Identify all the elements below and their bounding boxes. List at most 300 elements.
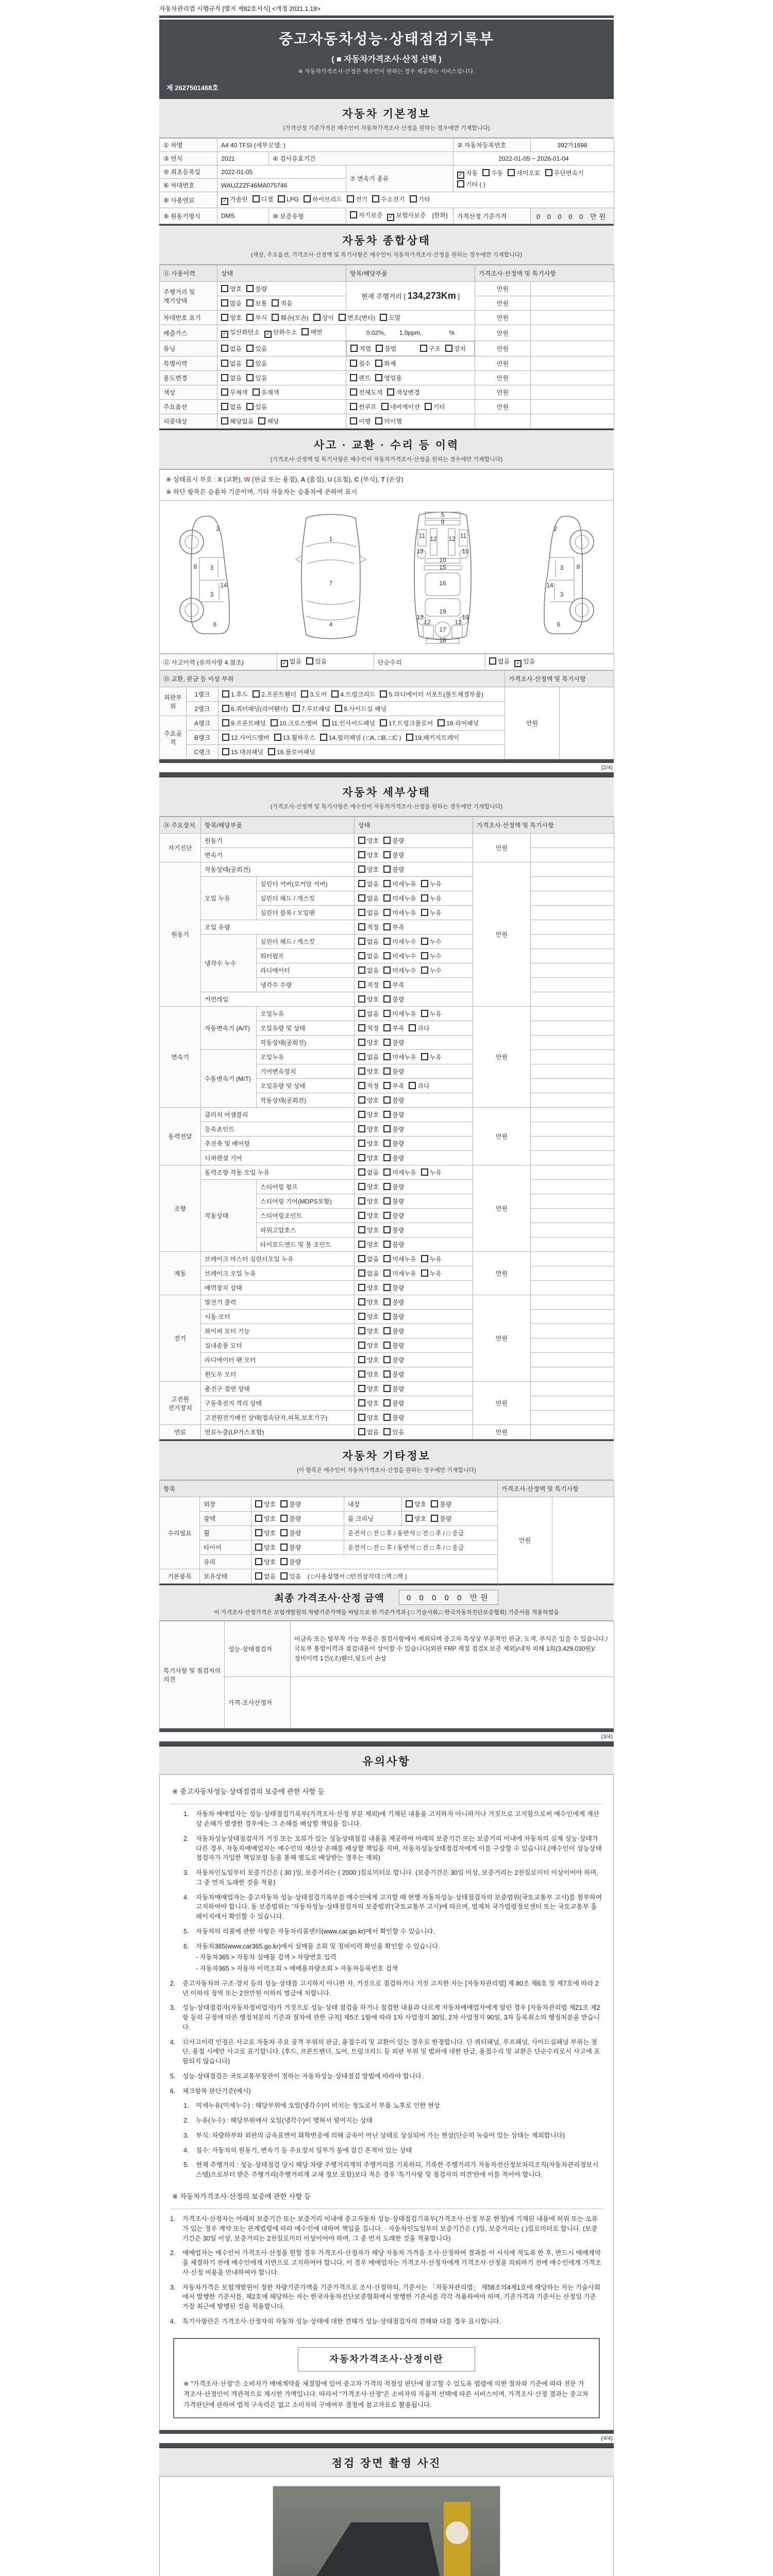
- checkbox-box: [383, 1284, 391, 1291]
- checkbox-화재[interactable]: 화재: [375, 359, 396, 368]
- checkbox-양호[interactable]: 양호: [358, 1370, 379, 1379]
- diagram-number-11: 11: [418, 532, 425, 539]
- checkbox-누유[interactable]: 누유: [421, 1269, 442, 1278]
- item-label: 타이로드엔드 및 볼 조인트: [257, 1238, 355, 1252]
- checkbox-불량[interactable]: 불량: [383, 1399, 404, 1408]
- checkbox-부족[interactable]: 부족: [383, 1081, 404, 1090]
- checkbox-box: [387, 388, 394, 396]
- room-cleaning-label: 룸 크리닝: [344, 1512, 402, 1526]
- notes-cell: [531, 311, 614, 325]
- item-label: 실린더 커버(로커암 커버): [257, 877, 355, 891]
- checkbox-디젤[interactable]: 디젤: [253, 195, 273, 204]
- col-price-notes: 가격조사·산정액 및 특기사항: [473, 817, 614, 834]
- car-side-right-view: [508, 510, 601, 644]
- legend-prefix: ※ 상태표시 부호 :: [166, 476, 218, 483]
- checkbox-불량[interactable]: 불량: [383, 1384, 404, 1393]
- checkbox-13.휠하우스[interactable]: 13.휠하우스: [274, 733, 315, 742]
- checkbox-불량[interactable]: 불량: [383, 1096, 404, 1105]
- checkbox-없음[interactable]: 없음: [358, 937, 379, 946]
- accident-history-options: [277, 654, 374, 670]
- diagram-number-3: 3: [560, 591, 563, 598]
- checkbox-누유[interactable]: 누유: [421, 1255, 442, 1263]
- glass-label: 유리: [200, 1555, 251, 1569]
- checkbox-box: [358, 1385, 365, 1392]
- checkbox-미세누유[interactable]: 미세누유: [383, 894, 416, 903]
- checkbox-불량[interactable]: 불량: [383, 1341, 404, 1350]
- checkbox-양호[interactable]: 양호: [255, 1529, 276, 1537]
- checkbox-없음[interactable]: 없음: [358, 1009, 379, 1018]
- checkbox-box: [358, 1067, 365, 1075]
- checkbox-불량[interactable]: 불량: [246, 284, 267, 293]
- checkbox-있음[interactable]: 있음: [246, 359, 267, 368]
- checkbox-미세누수[interactable]: 미세누수: [383, 966, 416, 975]
- checkbox-양호[interactable]: 양호: [358, 836, 379, 845]
- checkbox-불량[interactable]: 불량: [383, 1327, 404, 1335]
- checkbox-미세누수[interactable]: 미세누수: [383, 952, 416, 960]
- checkbox-탄화수소[interactable]: ✓ 탄화수소: [264, 328, 297, 338]
- inspection-photos: [159, 2477, 614, 2576]
- checkbox-box: [358, 1327, 365, 1334]
- checkbox-양호[interactable]: 양호: [358, 865, 379, 874]
- checkbox-10.크로스멤버[interactable]: 10.크로스멤버: [271, 719, 318, 727]
- checkbox-불량[interactable]: 불량: [383, 995, 404, 1004]
- checkbox-부식[interactable]: 부식: [246, 313, 267, 322]
- state-options: [355, 1238, 473, 1252]
- state-options: [355, 1122, 473, 1137]
- odometer-value: 134,273Km: [407, 291, 456, 301]
- checkbox-box: [274, 734, 281, 741]
- notice-item-subline: - 자동차365 > 자동차 실매물 검색 > 차량번호 입력: [196, 1954, 337, 1961]
- checkbox-적정[interactable]: 적정: [358, 1024, 379, 1032]
- checkbox-유채색[interactable]: 유채색: [253, 388, 279, 397]
- checkbox-box: [406, 1515, 413, 1522]
- checkbox-적정[interactable]: 적정: [358, 1081, 379, 1090]
- checkbox-양호[interactable]: 양호: [358, 1413, 379, 1422]
- checkbox-없음[interactable]: 없음: [358, 908, 379, 917]
- car-side-left-view: [173, 510, 265, 644]
- checkbox-양호[interactable]: 양호: [358, 1226, 379, 1234]
- checkbox-수소전기[interactable]: 수소전기: [372, 195, 405, 204]
- checkbox-없음[interactable]: 없음: [358, 966, 379, 975]
- checkbox-썬루프[interactable]: 썬루프: [350, 402, 377, 411]
- checkbox-불량[interactable]: 불량: [280, 1557, 301, 1566]
- notice-item: [183, 2131, 603, 2141]
- checkbox-양호[interactable]: 양호: [358, 1067, 379, 1076]
- checkbox-17.트렁크플로어[interactable]: 17.트렁크플로어: [380, 719, 433, 727]
- checkbox-양호[interactable]: 양호: [358, 1182, 379, 1191]
- checkbox-미세누유[interactable]: 미세누유: [383, 1269, 416, 1278]
- checkbox-구조[interactable]: 구조: [420, 344, 441, 353]
- checkbox-box: [358, 1024, 365, 1031]
- checkbox-색상변경[interactable]: 색상변경: [387, 388, 419, 397]
- checkbox-3.도어[interactable]: 3.도어: [301, 690, 327, 699]
- checkbox-7.루브패널[interactable]: 7.루브패널: [293, 704, 330, 713]
- state-options: [355, 1165, 473, 1180]
- checkbox-기타[interactable]: 기타: [410, 195, 430, 204]
- diagram-number-10: 10: [439, 556, 446, 564]
- checkbox-불량[interactable]: 불량: [383, 1038, 404, 1047]
- checkbox-box: [358, 1053, 365, 1060]
- checkbox-양호[interactable]: 양호: [221, 284, 242, 293]
- checkbox-양호[interactable]: 양호: [358, 1399, 379, 1408]
- checkbox-box: [350, 211, 357, 218]
- checkbox-불법[interactable]: 불법: [376, 344, 396, 353]
- checkbox-양호[interactable]: 양호: [358, 1283, 379, 1292]
- checkbox-9.프론트패널[interactable]: 9.프론트패널: [222, 719, 266, 727]
- price-cell: 만원: [473, 1007, 531, 1108]
- table-row: [160, 992, 614, 1007]
- checkbox-네비게이션[interactable]: 네비게이션: [381, 402, 420, 411]
- checkbox-있음[interactable]: 있음: [280, 1572, 301, 1581]
- notice-item-number: 1.: [183, 2102, 189, 2110]
- checkbox-box: [383, 1414, 391, 1421]
- checkbox-불량[interactable]: 불량: [383, 1240, 404, 1249]
- section-title: 자동차 종합상태: [342, 235, 431, 247]
- checkbox-없음[interactable]: 없음: [221, 344, 242, 353]
- notice-item-text: 가격조사·산정자는 아래의 보증기간 또는 보증거리 이내에 중고자동차 성능·상태점검기록부(가격조사·산정 부분 한정)에 기재된 내용에 허위 또는 오류가 있는 경우 계약 또는 관계법령에 따라 매수인에 대하여 책임을 집니다. · 자동차인도일부터 보증기간은 ( )일, 보증거리는 ( )킬로미터로 합니다. (보증기간은 30일 이상, 보증거리는 2천킬로미터 이상이어야 하며, 그 중 먼저 도래한 것을 적용합니다): [182, 2215, 598, 2242]
- checkbox-전기[interactable]: 전기: [347, 195, 367, 204]
- legend-desc: (부식),: [359, 476, 381, 483]
- checkbox-양호[interactable]: 양호: [221, 313, 242, 322]
- checkbox-영업용[interactable]: 영업용: [375, 374, 402, 382]
- notice-item-text: 매매업자는 매수인이 가격조사·산정을 원할 경우 가격조사·산정자가 해당 자동차 가격을 조사·산정하여 결과를 이 서식에 적도록 한 후, 반드시 매매계약을 체결하기 전에 매수인에게 서면으로 고지하여야 합니다. 이 경우 매매업자는 가격조사·산정자에게 가격조사·산정을 의뢰하기 전에 매수인에게 가격조사·산정 비용을 안내하여야 합니다.: [182, 2249, 601, 2276]
- checkbox-무채색[interactable]: 무채색: [221, 388, 248, 397]
- checkbox-양호[interactable]: 양호: [255, 1514, 276, 1523]
- notice-item-subline: - 자동차365 > 자동차 이력조회 > 매매용차량조회 > 자동차등록번호 검색: [196, 1965, 398, 1972]
- checkbox-없음[interactable]: 없음: [255, 1572, 276, 1581]
- notes-cell: [531, 1266, 614, 1281]
- checkbox-누수[interactable]: 누수: [421, 952, 442, 960]
- table-row: [160, 1122, 614, 1137]
- checkbox-불량[interactable]: 불량: [280, 1543, 301, 1552]
- checkbox-box: [383, 1096, 391, 1104]
- checkbox-불량[interactable]: 불량: [383, 1298, 404, 1307]
- notice-item-number: 2.: [183, 1835, 189, 1842]
- checkbox-훼손(오손)[interactable]: 훼손(오손): [272, 313, 308, 322]
- checkbox-box: ✓: [457, 172, 464, 179]
- checkbox-적법[interactable]: 적법: [350, 344, 371, 353]
- checkbox-box: [457, 180, 464, 188]
- notice-item: [183, 2101, 603, 2111]
- notice-item: [170, 2072, 603, 2081]
- wheel-label: 휠: [200, 1526, 251, 1540]
- state-options: [355, 1079, 473, 1093]
- checkbox-불량[interactable]: 불량: [383, 1154, 404, 1162]
- checkbox-자동[interactable]: ✓ 자동: [457, 168, 478, 179]
- checkbox-있음[interactable]: 있음: [246, 374, 267, 382]
- checkbox-세미오토[interactable]: 세미오토: [508, 168, 540, 177]
- checkbox-14.필러패널 ( □A, □B, □C )[interactable]: 14.필러패널 ( □A, □B, □C ): [320, 733, 401, 742]
- checkbox-box: [301, 328, 309, 335]
- checkbox-없음[interactable]: 없음: [221, 359, 242, 368]
- diagram-number-12: 12: [423, 619, 431, 626]
- table-row: [160, 282, 614, 296]
- checkbox-box: [358, 923, 365, 930]
- checkbox-16.플로어패널[interactable]: 16.플로어패널: [268, 748, 315, 756]
- checkbox-미세누유[interactable]: 미세누유: [383, 908, 416, 917]
- checkbox-불량[interactable]: 불량: [383, 1355, 404, 1364]
- state-options: [217, 400, 346, 414]
- section-title: 점검 장면 촬영 사진: [331, 2458, 442, 2470]
- checkbox-양호[interactable]: 양호: [255, 1500, 276, 1509]
- checkbox-미세누유[interactable]: 미세누유: [383, 879, 416, 888]
- checkbox-box: [358, 1168, 365, 1176]
- checkbox-12.사이드멤버[interactable]: 12.사이드멤버: [222, 733, 270, 742]
- checkbox-양호[interactable]: 양호: [358, 1341, 379, 1350]
- checkbox-있음[interactable]: 있음: [246, 402, 267, 411]
- checkbox-없음[interactable]: 없음: [221, 402, 242, 411]
- checkbox-하이브리드[interactable]: 하이브리드: [304, 195, 342, 204]
- checkbox-누유[interactable]: 누유: [421, 1168, 442, 1177]
- checkbox-장치[interactable]: 장치: [445, 344, 466, 353]
- price-cell: 만원: [498, 1497, 552, 1584]
- checkbox-불량[interactable]: 불량: [383, 1370, 404, 1379]
- notes-cell: [531, 385, 614, 400]
- checkbox-box: [339, 314, 346, 321]
- checkbox-양호[interactable]: 양호: [406, 1514, 426, 1523]
- checkbox-부족[interactable]: 부족: [383, 1024, 404, 1032]
- checkbox-많음[interactable]: 많음: [221, 299, 242, 308]
- checkbox-양호[interactable]: 양호: [358, 1240, 379, 1249]
- checkbox-있음[interactable]: 있음: [383, 1428, 404, 1436]
- checkbox-있음[interactable]: 있음: [306, 657, 327, 666]
- checkbox-가솔린[interactable]: ✓ 가솔린: [221, 195, 248, 205]
- checkbox-불량[interactable]: 불량: [383, 1139, 404, 1148]
- checkbox-불량[interactable]: 불량: [280, 1529, 301, 1537]
- device-group-label: 연료: [160, 1425, 201, 1439]
- item-label: 브레이크 마스터 실린더오일 누유: [201, 1252, 355, 1266]
- checkbox-이행[interactable]: 이행: [350, 417, 371, 426]
- checkbox-불량[interactable]: 불량: [383, 1283, 404, 1292]
- notice-item-text: 중고자동차의 구조·장치 등의 성능·상태를 고지하지 아니한 자, 거짓으로 점검하거나 거짓 고지한 자는 [자동차관리법] 제 80조 제6호 및 제7호에 따라 2년 이하의 징역 또는 2천만원 이하의 벌금에 처합니다.: [182, 1979, 599, 1997]
- checkbox-불량[interactable]: 불량: [383, 1226, 404, 1234]
- checkbox-없음[interactable]: 없음: [358, 894, 379, 903]
- checkbox-누유[interactable]: 누유: [421, 894, 442, 903]
- checkbox-불량[interactable]: 불량: [383, 1312, 404, 1321]
- state-options: [217, 311, 475, 325]
- checkbox-6.쿼터패널(리어휀더)[interactable]: 6.쿼터패널(리어휀더): [222, 704, 288, 713]
- checkbox-없음[interactable]: 없음: [358, 879, 379, 888]
- base-price-label: 가격산정 기준가격: [453, 208, 531, 224]
- checkbox-미이행[interactable]: 미이행: [375, 417, 402, 426]
- checkbox-과다[interactable]: 과다: [409, 1024, 429, 1032]
- checkbox-누수[interactable]: 누수: [421, 966, 442, 975]
- checkbox-양호[interactable]: 양호: [358, 1096, 379, 1105]
- checkbox-양호[interactable]: 양호: [358, 1211, 379, 1220]
- checkbox-box: [381, 403, 389, 410]
- checkbox-보통[interactable]: 보통: [246, 299, 267, 308]
- checkbox-불량[interactable]: 불량: [383, 865, 404, 874]
- checkbox-양호[interactable]: 양호: [358, 851, 379, 859]
- checkbox-양호[interactable]: 양호: [358, 1125, 379, 1133]
- checkbox-없음[interactable]: ✓ 없음: [281, 657, 301, 667]
- checkbox-11.인사이드패널[interactable]: 11.인사이드패널: [323, 719, 375, 727]
- checkbox-누유[interactable]: 누유: [421, 1009, 442, 1018]
- checkbox-box: [246, 285, 254, 292]
- table-row: [160, 325, 614, 341]
- price-cell: 만원: [475, 311, 531, 325]
- checkbox-매연[interactable]: 매연: [301, 328, 322, 336]
- checkbox-없음[interactable]: 없음: [221, 374, 242, 382]
- state-options: [355, 1310, 473, 1324]
- price-cell: [475, 414, 531, 429]
- final-price-note: 이 가격조사·산정가격은 보험개발원의 차량기준가액을 바탕으로 한 기준가격과 ( □ 기술사회,□ 한국자동차진단보증협회) 기준서를 적용하였음: [214, 1609, 559, 1616]
- price-cell: 만원: [475, 341, 531, 357]
- checkbox-양호[interactable]: 양호: [358, 1154, 379, 1162]
- checkbox-불량[interactable]: 불량: [383, 851, 404, 859]
- checkbox-누유[interactable]: 누유: [421, 1053, 442, 1061]
- checkbox-box: [221, 314, 228, 321]
- state-options: [355, 1209, 473, 1223]
- checkbox-불량[interactable]: 불량: [383, 1413, 404, 1422]
- checkbox-미세누유[interactable]: 미세누유: [383, 1255, 416, 1263]
- notice-item-text: 자동차365(www.car365.go.kr)에서 실매물 조회 및 정비이력 확인을 확인할 수 있습니다. - 자동차365 > 자동차 실매물 검색 > 차량번호 입력 - 자동차365 > 자동차 이력조회 > 매매용차량조회 > 자동차등록번호 검색: [196, 1942, 603, 1974]
- state-options: [355, 920, 473, 935]
- checkbox-일산화탄소[interactable]: ✓ 일산화탄소: [221, 328, 260, 338]
- checkbox-누유[interactable]: 누유: [421, 879, 442, 888]
- checkbox-box: [376, 345, 383, 352]
- notice-item: [183, 2116, 603, 2126]
- checkbox-2.프론트휀더[interactable]: 2.프론트휀더: [253, 690, 296, 699]
- checkbox-box: [313, 314, 321, 321]
- checkbox-불량[interactable]: 불량: [280, 1514, 301, 1523]
- checkbox-과다[interactable]: 과다: [409, 1081, 429, 1090]
- checkbox-해당없음[interactable]: 해당없음: [221, 417, 254, 426]
- checkbox-box: [375, 360, 382, 367]
- rank-items: [219, 687, 505, 702]
- checkbox-양호[interactable]: 양호: [358, 1139, 379, 1148]
- checkbox-box: [420, 345, 427, 352]
- item-label: 스티어링조인트: [257, 1209, 355, 1223]
- checkbox-있음[interactable]: ✓ 있음: [514, 657, 535, 667]
- checkbox-없음[interactable]: 없음: [358, 1255, 379, 1263]
- checkbox-없음[interactable]: 없음: [358, 1053, 379, 1061]
- checkbox-자기보증[interactable]: 자기보증: [350, 211, 382, 219]
- checkbox-box: [383, 1313, 391, 1320]
- checkbox-box: [350, 360, 357, 367]
- checkbox-불량[interactable]: 불량: [383, 1182, 404, 1191]
- checkbox-있음[interactable]: 있음: [246, 344, 267, 353]
- checkbox-기타 ( )[interactable]: 기타 ( ): [457, 180, 485, 189]
- checkbox-양호[interactable]: 양호: [358, 1298, 379, 1307]
- checkbox-양호[interactable]: 양호: [358, 1312, 379, 1321]
- item-label: 오일 유량: [201, 920, 355, 935]
- checkbox-없음[interactable]: 없음: [358, 952, 379, 960]
- checkbox-기타[interactable]: 기타: [425, 402, 445, 411]
- checkbox-불량[interactable]: 불량: [383, 1125, 404, 1133]
- checkbox-box: [421, 909, 428, 916]
- checkbox-수동[interactable]: 수동: [482, 168, 503, 177]
- checkbox-미세누유[interactable]: 미세누유: [383, 1168, 416, 1177]
- checkbox-1.후드[interactable]: 1.후드: [222, 690, 248, 699]
- checkbox-적정[interactable]: 적정: [358, 980, 379, 989]
- legend-note: ※ 하단 항목은 승용차 기준이며, 기타 자동차는 승용차에 준하여 표시: [166, 488, 358, 496]
- checkbox-box: [258, 417, 265, 425]
- checkbox-불량[interactable]: 불량: [383, 1211, 404, 1220]
- notes-cell: [531, 400, 614, 414]
- checkbox-LPG[interactable]: LPG: [278, 195, 299, 203]
- checkbox-box: [358, 1269, 365, 1277]
- checkbox-양호[interactable]: 양호: [406, 1500, 426, 1509]
- checkbox-도말[interactable]: 도말: [380, 313, 400, 322]
- checkbox-미세누유[interactable]: 미세누유: [383, 1053, 416, 1061]
- checkbox-없음[interactable]: 없음: [358, 1168, 379, 1177]
- checkbox-불량[interactable]: 불량: [383, 1067, 404, 1076]
- checkbox-무단변속기[interactable]: 무단변속기: [545, 168, 584, 177]
- checkbox-불량[interactable]: 불량: [431, 1514, 451, 1523]
- checkbox-없음[interactable]: 없음: [358, 1269, 379, 1278]
- fuel-label: ⑧ 사용연료: [160, 192, 217, 208]
- checkbox-부족[interactable]: 부족: [383, 923, 404, 931]
- checkbox-18.리어패널[interactable]: 18.리어패널: [438, 719, 479, 727]
- checkbox-15.대쉬패널[interactable]: 15.대쉬패널: [222, 748, 263, 756]
- checkbox-5.라디에이터 서포트(볼트체결부품)[interactable]: 5.라디에이터 서포트(볼트체결부품): [380, 690, 483, 699]
- checkbox-없음[interactable]: 없음: [358, 1428, 379, 1436]
- checkbox-변조(변타)[interactable]: 변조(변타): [339, 313, 375, 322]
- state-options: [355, 992, 473, 1007]
- checkbox-양호[interactable]: 양호: [358, 1384, 379, 1393]
- checkbox-렌트[interactable]: 렌트: [350, 374, 371, 382]
- checkbox-양호[interactable]: 양호: [358, 1327, 379, 1335]
- table-row: [160, 1050, 614, 1064]
- checkbox-양호[interactable]: 양호: [255, 1543, 276, 1552]
- checkbox-box: [421, 938, 428, 945]
- checkbox-양호[interactable]: 양호: [358, 1038, 379, 1047]
- document-title: 중고자동차성능·상태점검기록부: [279, 31, 494, 47]
- state-options: [355, 1180, 473, 1194]
- checkbox-적정[interactable]: 적정: [358, 923, 379, 931]
- checkbox-불량[interactable]: 불량: [383, 836, 404, 845]
- checkbox-box: [383, 1255, 391, 1262]
- state-options: [217, 357, 346, 371]
- checkbox-불량[interactable]: 불량: [383, 1197, 404, 1206]
- checkbox-box: [406, 1500, 413, 1507]
- checkbox-양호[interactable]: 양호: [358, 1110, 379, 1119]
- checkbox-미세누유[interactable]: 미세누유: [383, 1009, 416, 1018]
- diagram-number-14: 14: [220, 582, 227, 589]
- notice-item-number: 2.: [170, 2249, 176, 2257]
- diagram-number-18: 18: [439, 637, 446, 644]
- checkbox-부족[interactable]: 부족: [383, 980, 404, 989]
- checkbox-8.사이드실 패널[interactable]: 8.사이드실 패널: [335, 704, 386, 713]
- checkbox-없음[interactable]: 없음: [489, 657, 510, 666]
- checkbox-해당[interactable]: 해당: [258, 417, 279, 426]
- checkbox-양호[interactable]: 양호: [358, 1197, 379, 1206]
- notice-item-text: 성능·상태점검자(자동차정비업자)가 거짓으로 성능·상태 점검을 하거나 점검한 내용과 다르게 자동차매매업자에게 알린 경우 [자동차관리법 제21조 제2항 등의 규정에 따른 행정처분의 기준과 절차에 관한 규칙] 제5조 1항에 따라 1차 사업정지 30일, 2차 사업정지 90일, 3차 등록취소의 행정처분을 받습니다.: [182, 2004, 600, 2031]
- checkbox-box: [222, 734, 229, 741]
- checkbox-누수[interactable]: 누수: [421, 937, 442, 946]
- checkbox-불량[interactable]: 불량: [431, 1500, 451, 1509]
- checkbox-양호[interactable]: 양호: [255, 1557, 276, 1566]
- item-label: 연료누출(LP가스포함): [201, 1425, 355, 1439]
- checkbox-상이[interactable]: 상이: [313, 313, 334, 322]
- checkbox-침수[interactable]: 침수: [350, 359, 371, 368]
- checkbox-누유[interactable]: 누유: [421, 908, 442, 917]
- checkbox-양호[interactable]: 양호: [358, 1355, 379, 1364]
- checkbox-불량[interactable]: 불량: [383, 1110, 404, 1119]
- final-price-band: [159, 1584, 614, 1621]
- checkbox-미세누수[interactable]: 미세누수: [383, 937, 416, 946]
- checkbox-적음[interactable]: 적음: [272, 299, 292, 308]
- checkbox-전체도색[interactable]: 전체도색: [350, 388, 382, 397]
- checkbox-box: [320, 734, 327, 741]
- checkbox-양호[interactable]: 양호: [358, 995, 379, 1004]
- checkbox-19.패키지트레이[interactable]: 19.패키지트레이: [406, 733, 459, 742]
- checkbox-불량[interactable]: 불량: [280, 1500, 301, 1509]
- item-options: [346, 400, 475, 414]
- checkbox-4.트렁크리드[interactable]: 4.트렁크리드: [331, 690, 375, 699]
- checkbox-보험사보증[interactable]: ✓ 보험사보증: [387, 211, 426, 221]
